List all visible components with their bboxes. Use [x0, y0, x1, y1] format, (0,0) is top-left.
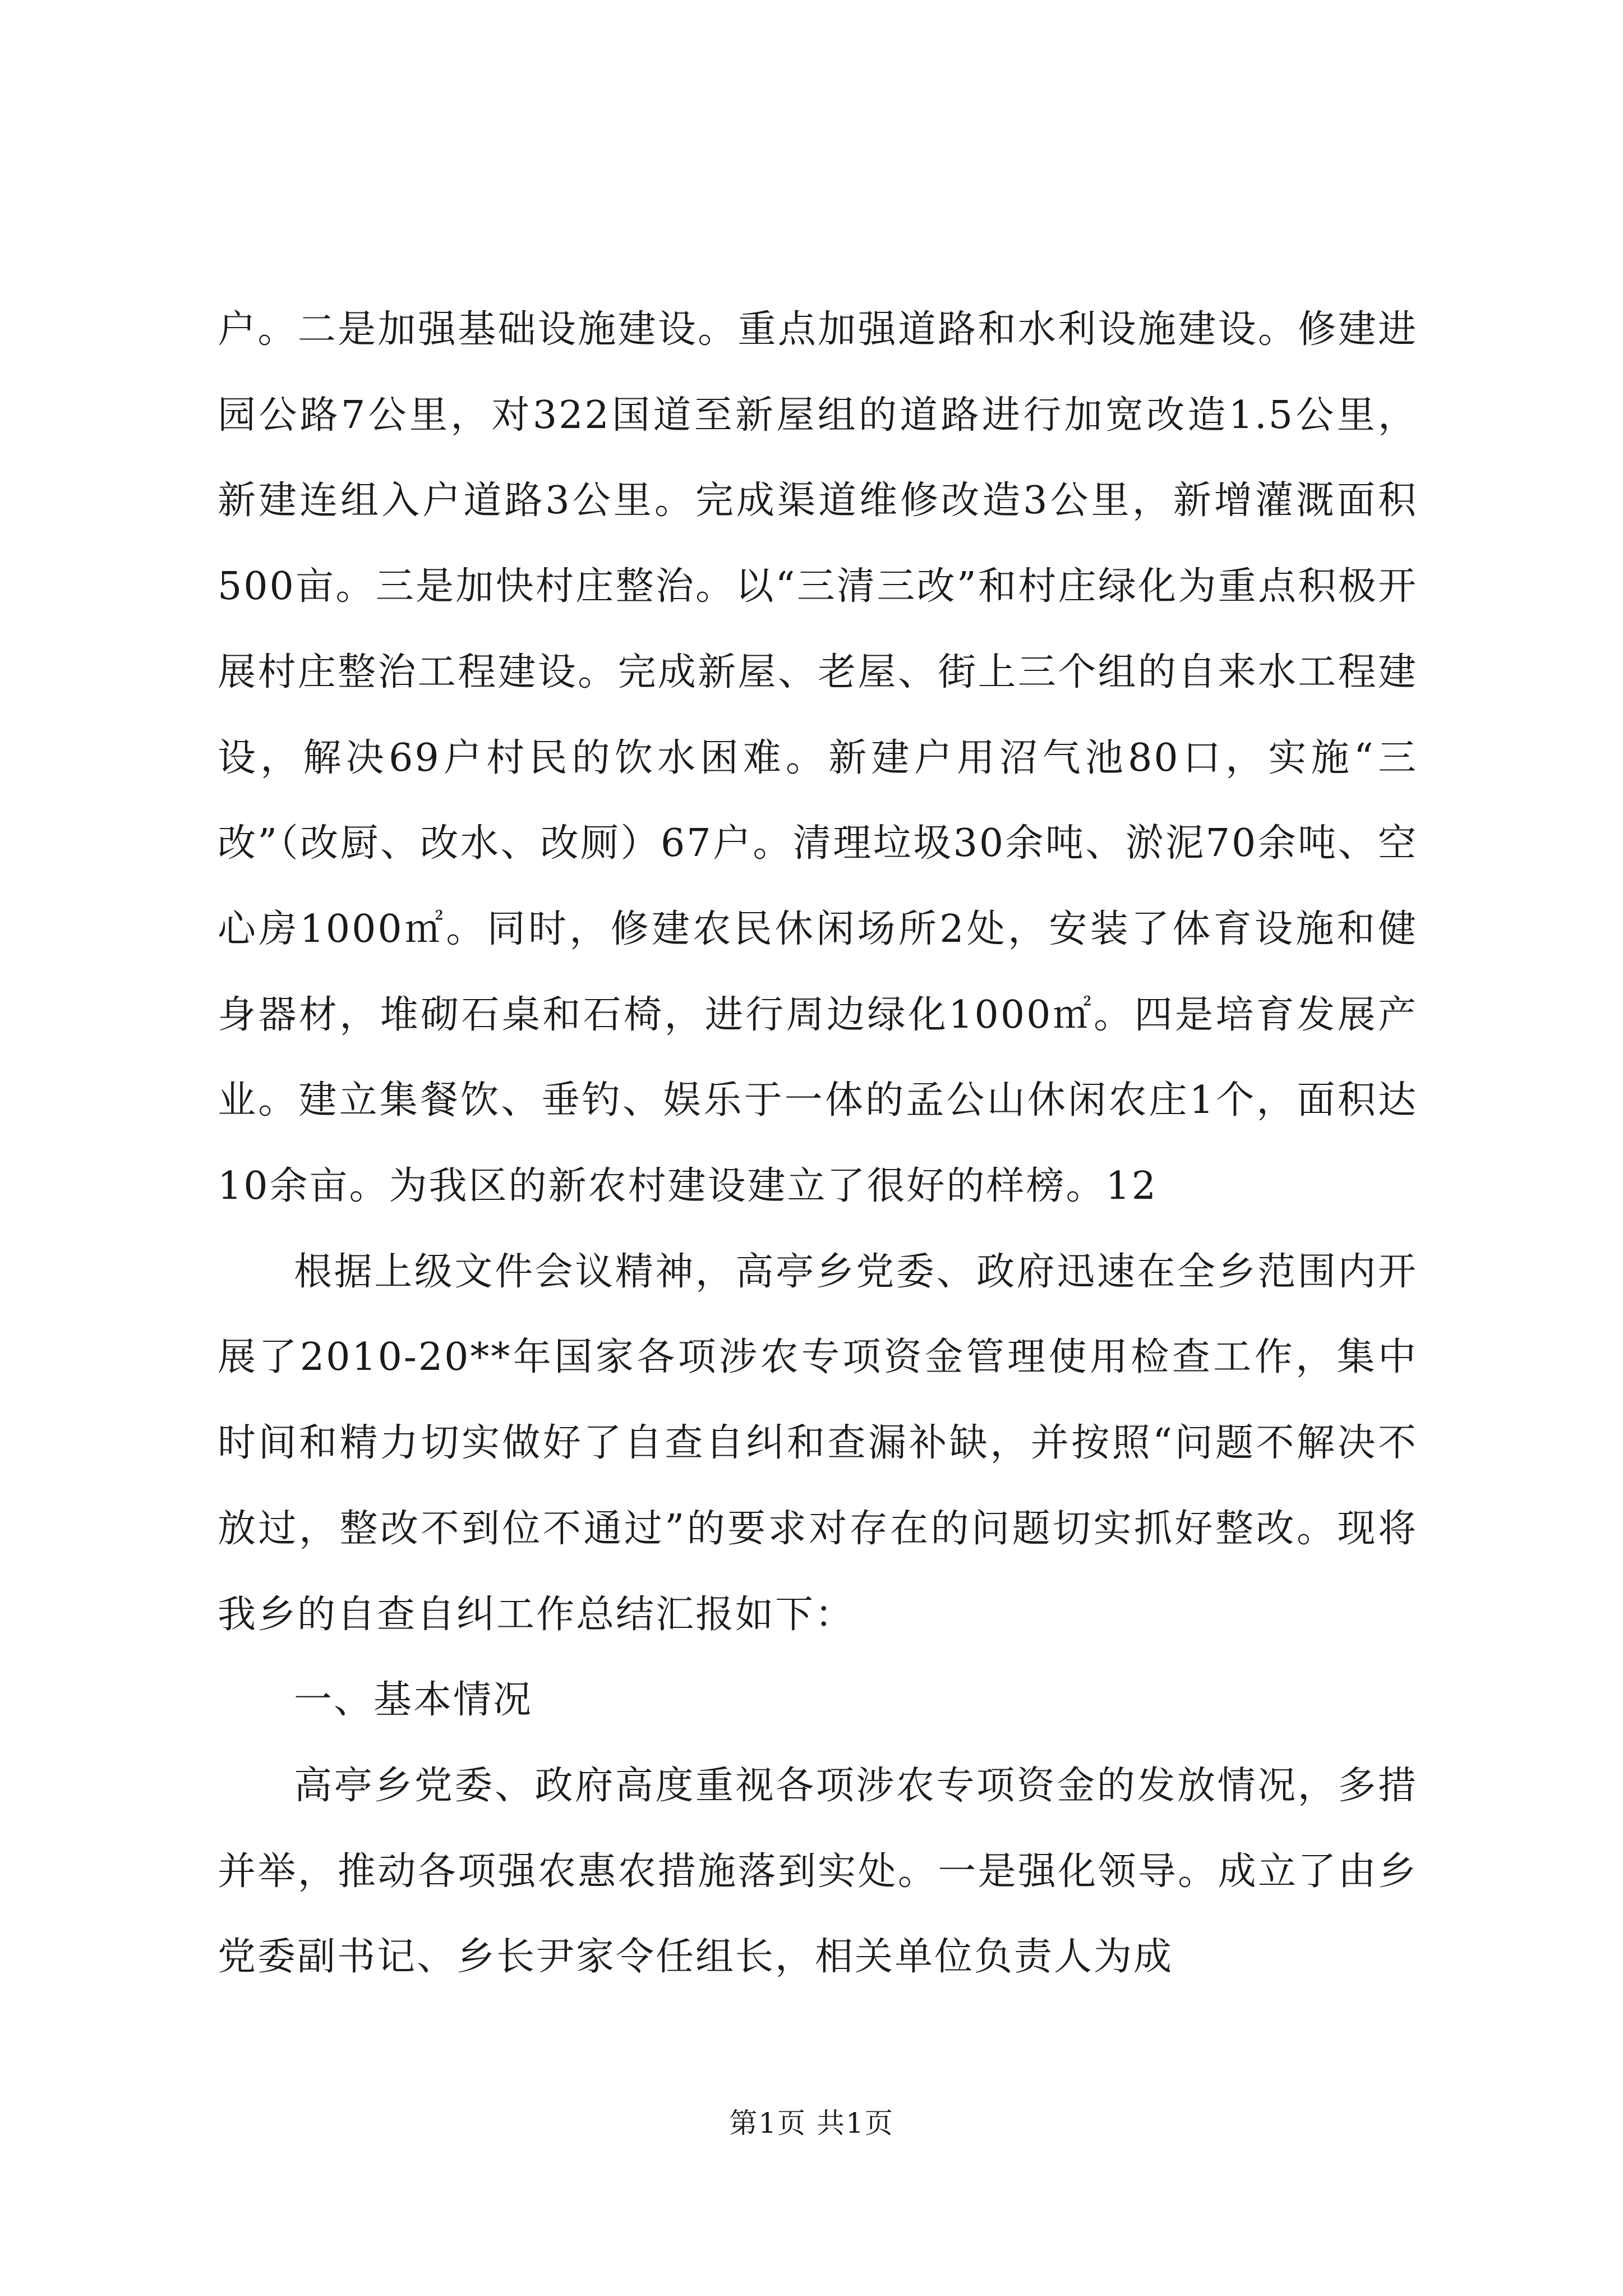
document-body [218, 287, 1418, 2000]
paragraph-basic-situation: 高亭乡党委、政府高度重视各项涉农专项资金的发放情况，多措并举，推动各项强农惠农措施落到实处。一是强化领导。成立了由乡党委副书记、乡长尹家令任组长，相关单位负责人为成 [218, 1763, 1418, 1980]
paragraph-intro: 根据上级文件会议精神，高亭乡党委、政府迅速在全乡范围内开展了2010-20**年国家各项涉农专项资金管理使用检查工作，集中时间和精力切实做好了自查自纠和查漏补缺，并按照“问题不解决不放过，整改不到位不通过”的要求对存在的问题切实抓好整改。现将我乡的自查自纠工作总结汇报如下： [218, 1249, 1418, 1637]
section-heading: 一、基本情况 [294, 1678, 533, 1723]
paragraph-continuation: 户。二是加强基础设施建设。重点加强道路和水利设施建设。修建进园公路7公里，对322国道至新屋组的道路进行加宽改造1.5公里，新建连组入户道路3公里。完成渠道维修改造3公里，新增灌溉面积500亩。三是加快村庄整治。以“三清三改”和村庄绿化为重点积极开展村庄整治工程建设。完成新屋、老屋、街上三个组的自来水工程建设，解决69户村民的饮水困难。新建户用沼气池80口，实施“三改”（改厨、改水、改厕）67户。清理垃圾30余吨、淤泥70余吨、空心房1000㎡。同时，修建农民休闲场所2处，安装了体育设施和健身器材，堆砌石桌和石椅，进行周边绿化1000㎡。四是培育发展产业。建立集餐饮、垂钓、娱乐于一体的孟公山休闲农庄1个，面积达10余亩。为我区的新农村建设建立了很好的样榜。12 [218, 307, 1418, 1209]
page-footer: 第1页 共1页 [729, 2107, 894, 2139]
